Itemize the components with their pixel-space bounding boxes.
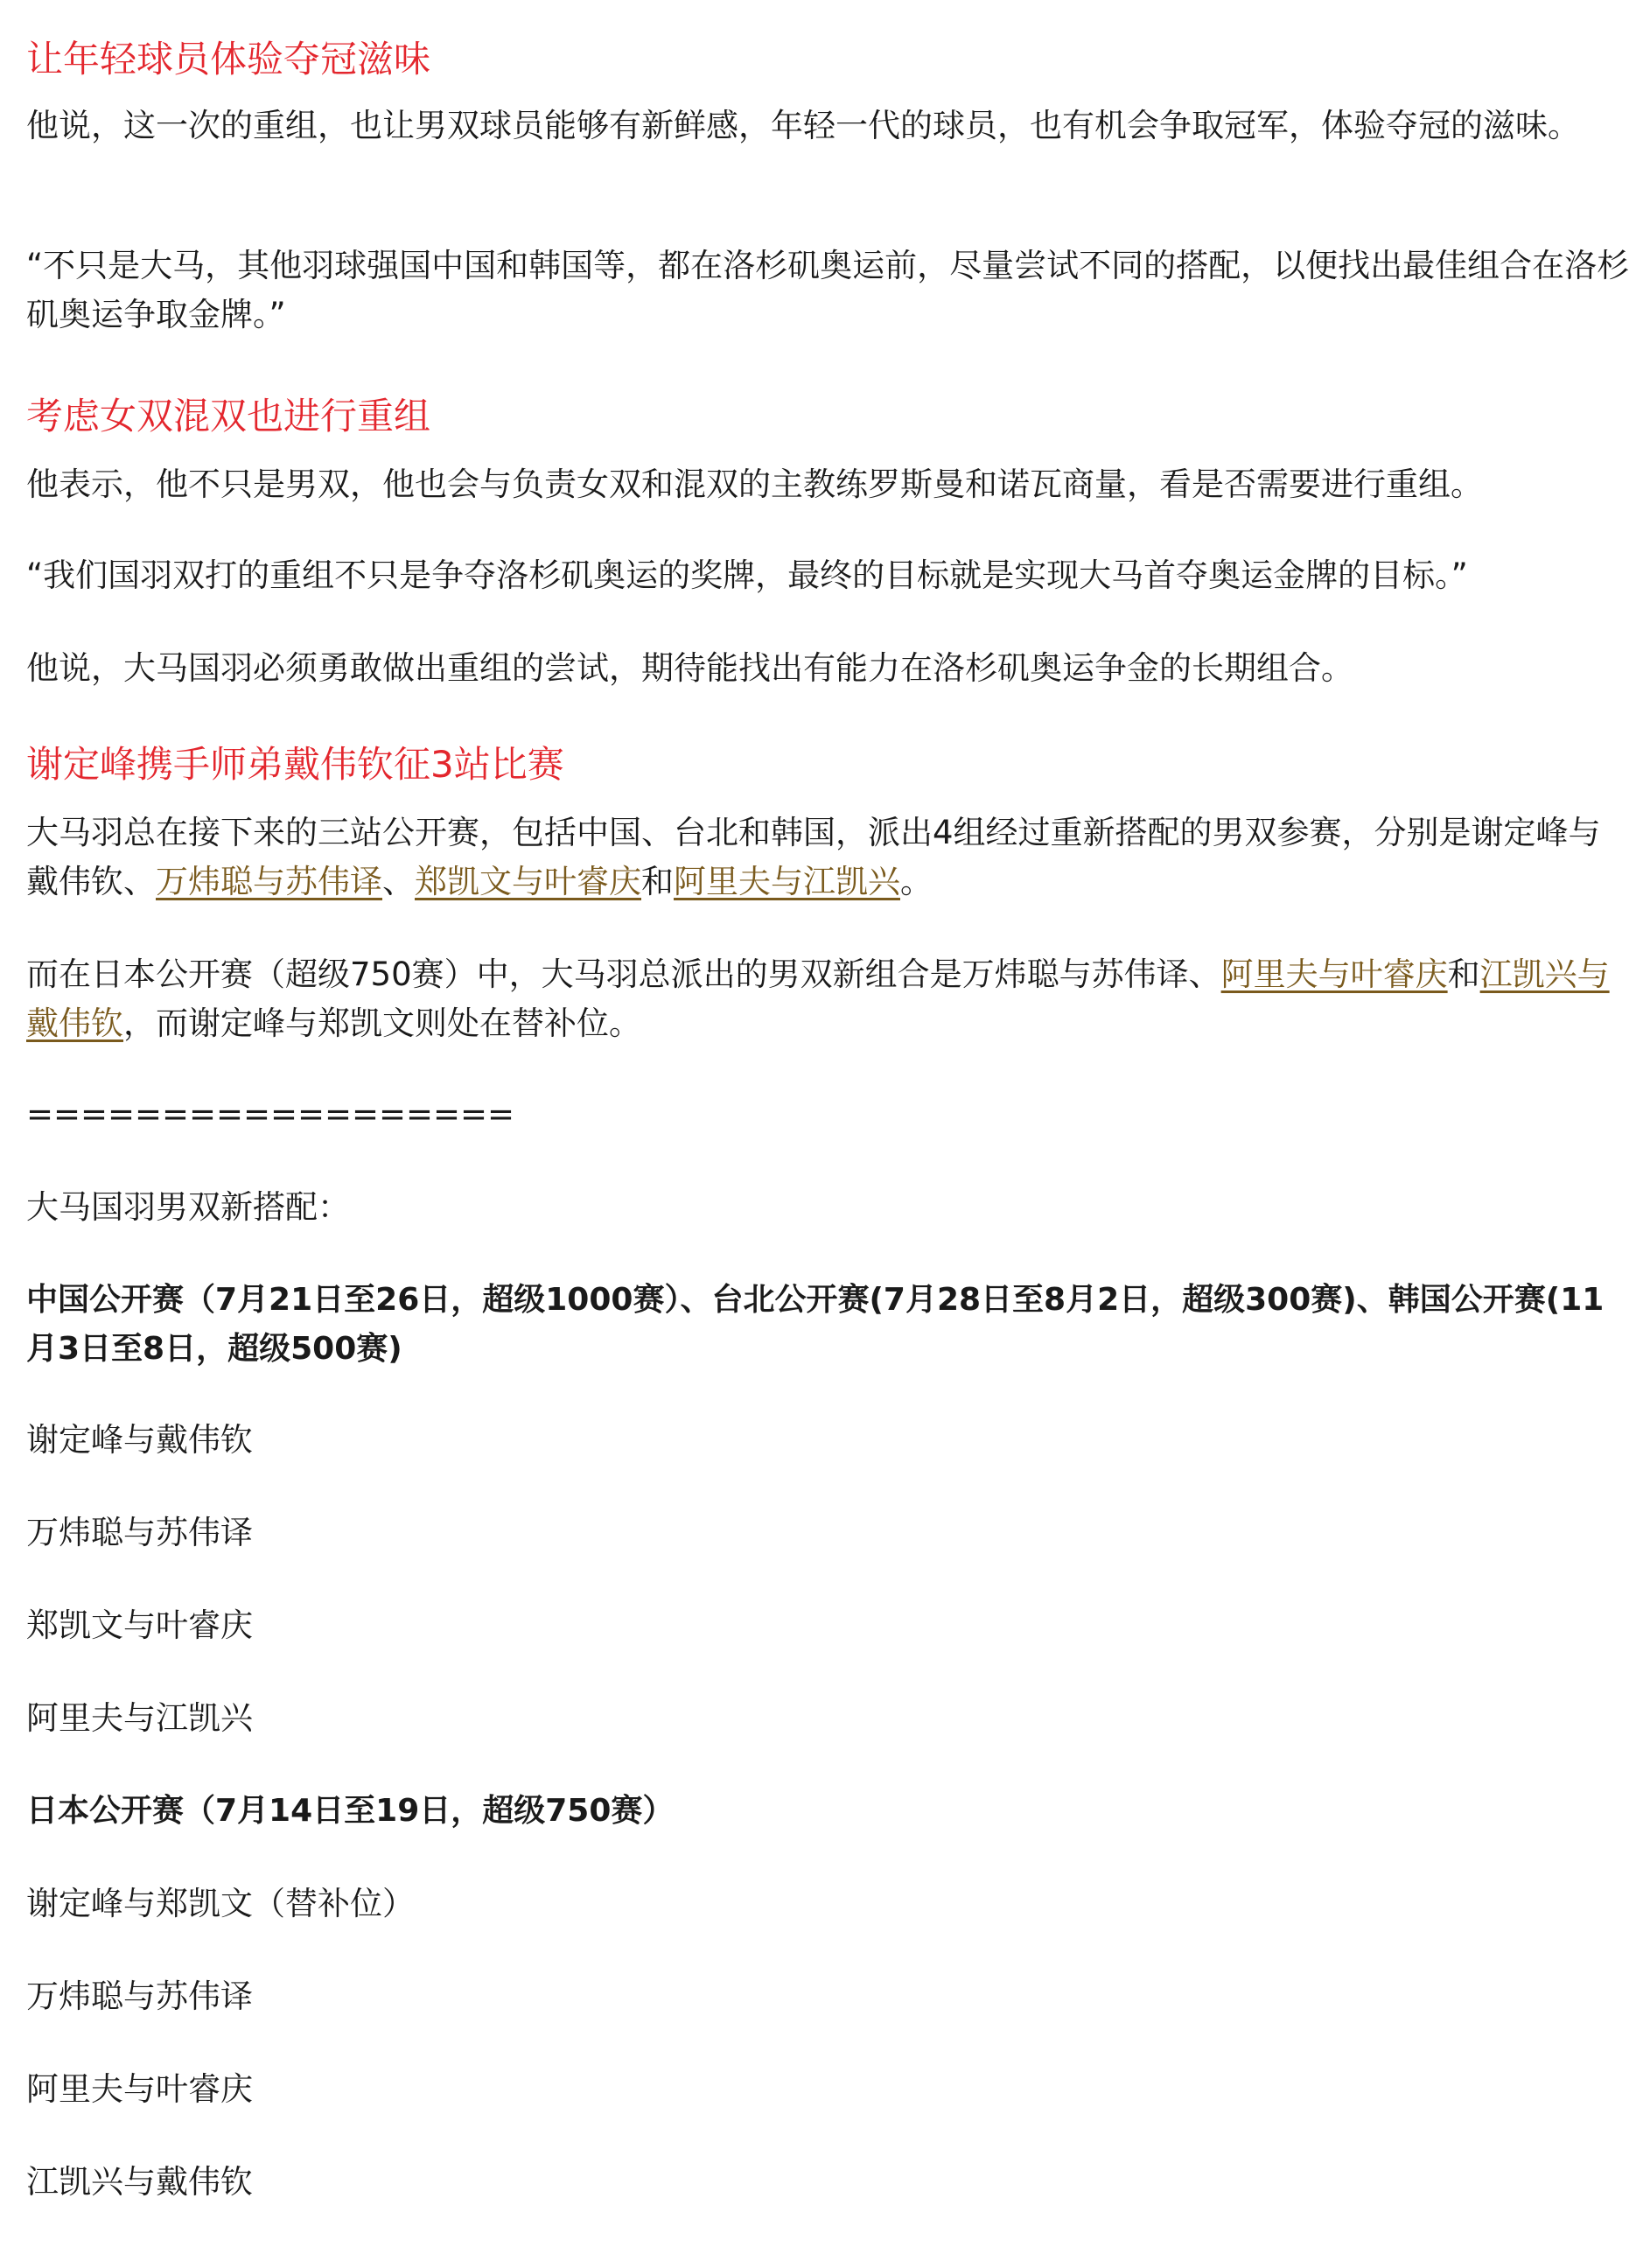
pair-item: 阿里夫与叶睿庆 (26, 2070, 253, 2108)
pair-item: 谢定峰与郑凯文（替补位） (26, 1885, 415, 1922)
text-segment: 、 (382, 863, 415, 900)
section-heading: 让年轻球员体验夺冠滋味 (26, 38, 431, 80)
pair-item: 万炜聪与苏伟译 (26, 1514, 253, 1551)
link-pair[interactable]: 阿里夫与江凯兴 (674, 863, 900, 900)
quote-paragraph: “不只是大马，其他羽球强国中国和韩国等，都在洛杉矶奥运前，尽量尝试不同的搭配，以便找出最佳组合在洛杉矶奥运争取金牌。” (26, 247, 1630, 333)
section-heading: 谢定峰携手师弟戴伟钦征3站比赛 (26, 743, 564, 786)
quote-paragraph: “我们国羽双打的重组不只是争夺洛杉矶奥运的奖牌，最终的目标就是实现大马首夺奥运金牌的目标。” (26, 556, 1468, 594)
text-segment: 而在日本公开赛（超级750赛）中，大马羽总派出的男双新组合是万炜聪与苏伟译、 (26, 956, 1221, 993)
paragraph (26, 808, 1633, 906)
text-segment: 大马羽总在接下来的三站公开赛，包括中国、台北和韩国，派出4组经过重新搭配的男双参赛，分别是谢定峰与戴伟钦、 (26, 814, 1601, 900)
paragraph: 他说，这一次的重组，也让男双球员能够有新鲜感，年轻一代的球员，也有机会争取冠军，体验夺冠的滋味。 (26, 107, 1580, 144)
schedule-title: 日本公开赛（7月14日至19日，超级750赛） (26, 1793, 675, 1829)
paragraph: 他说，大马国羽必须勇敢做出重组的尝试，期待能找出有能力在洛杉矶奥运争金的长期组合。 (26, 649, 1353, 687)
text-segment: 。 (900, 863, 933, 900)
link-pair[interactable]: 江凯兴与戴伟钦 (26, 956, 1610, 1042)
link-pair[interactable]: 万炜聪与苏伟译 (156, 863, 382, 900)
pair-item: 万炜聪与苏伟译 (26, 1978, 253, 2015)
paragraph (26, 950, 1633, 1048)
text-segment: 和 (641, 863, 674, 900)
text-segment: 和 (1447, 956, 1480, 993)
pair-item: 郑凯文与叶睿庆 (26, 1606, 253, 1644)
divider-text: ================== (26, 1096, 515, 1133)
pair-item: 阿里夫与江凯兴 (26, 1699, 253, 1737)
section-heading: 考虑女双混双也进行重组 (26, 395, 431, 438)
schedule-title: 中国公开赛（7月21日至26日，超级1000赛）、台北公开赛(7月28日至8月2日，超级300赛)、韩国公开赛(11月3日至8日，超级500赛) (26, 1282, 1605, 1367)
pair-item: 谢定峰与戴伟钦 (26, 1421, 253, 1459)
list-intro: 大马国羽男双新搭配： (26, 1188, 350, 1226)
link-pair[interactable]: 郑凯文与叶睿庆 (415, 863, 641, 900)
paragraph: 他表示，他不只是男双，他也会与负责女双和混双的主教练罗斯曼和诺瓦商量，看是否需要进行重组。 (26, 466, 1483, 503)
link-pair[interactable]: 阿里夫与叶睿庆 (1220, 956, 1448, 993)
text-segment: ，而谢定峰与郑凯文则处在替补位。 (123, 1004, 641, 1042)
pair-item: 江凯兴与戴伟钦 (26, 2163, 253, 2201)
